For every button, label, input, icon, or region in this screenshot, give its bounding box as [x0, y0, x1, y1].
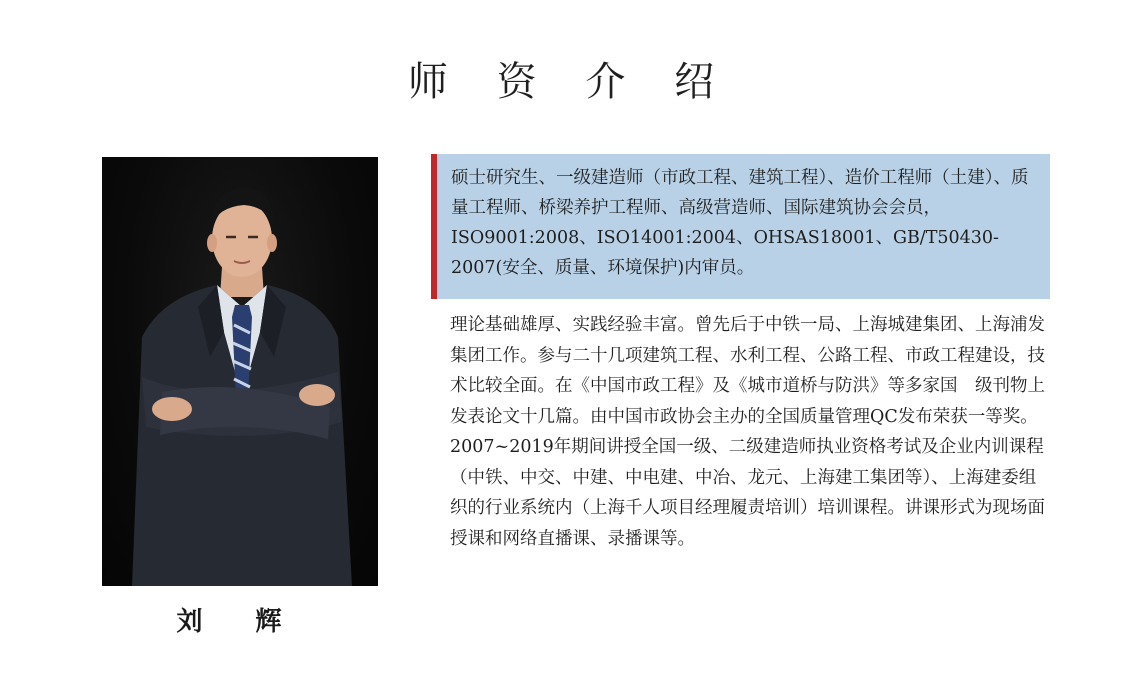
bio-paragraph: 2007~2019年期间讲授全国一级、二级建造师执业资格考试及企业内训课程（中铁、中交、中建、中电建、中冶、龙元、上海建工集团等）、上海建委组织的行业系统内（上海千人项目经理履责培训）培训课程。讲课形式为现场面授课和网络直播课、录播课等。 [450, 437, 1045, 549]
bio-paragraph: 理论基础雄厚、实践经验丰富。曾先后于中铁一局、上海城建集团、上海浦发集团工作。参与二十几项建筑工程、水利工程、公路工程、市政工程建设，技术比较全面。在《中国市政工程》及《城市道桥与防洪》等多家国 级刊物上发表论文十几篇。由中国市政协会主办的全国质量管理QC发布荣获一等奖。 [450, 315, 1045, 427]
page-title: 师 资 介 绍 [407, 59, 733, 105]
portrait-icon [102, 157, 378, 586]
teacher-name: 刘 辉 [176, 607, 304, 637]
bio-section [450, 310, 1050, 554]
credentials-box [431, 154, 1050, 299]
teacher-photo [102, 157, 378, 586]
credentials-text: 硕士研究生、一级建造师（市政工程、建筑工程）、造价工程师（土建）、质量工程师、桥梁养护工程师、高级营造师、国际建筑协会会员，ISO9001:2008、ISO14001:2004、OHSAS18001、GB/T50430-2007(安全、质量、环境保护)内审员。 [451, 168, 1029, 278]
